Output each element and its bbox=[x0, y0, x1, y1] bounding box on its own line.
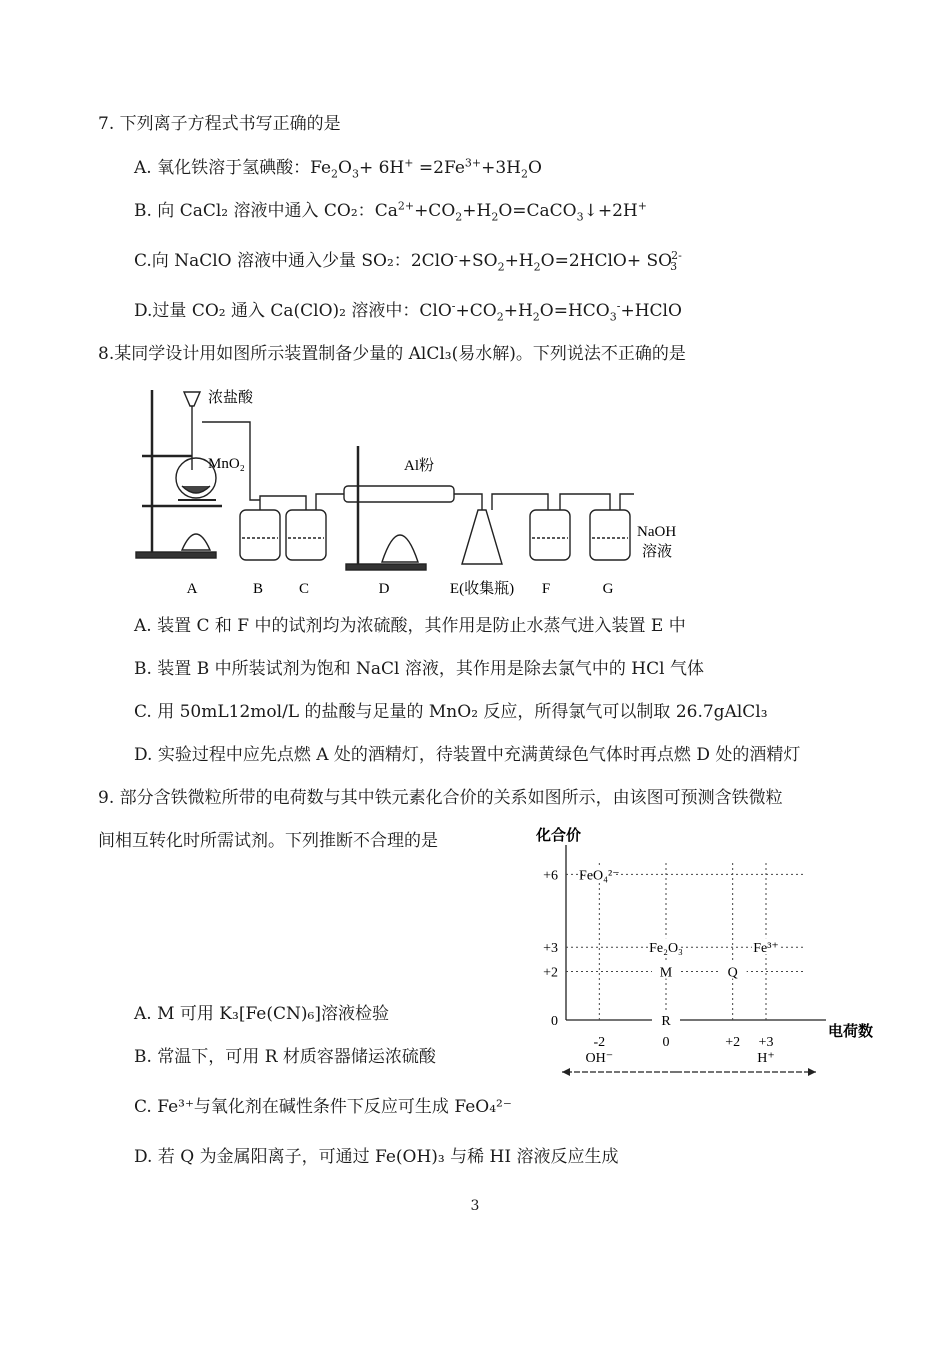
label-al: Al粉 bbox=[404, 458, 435, 474]
arrow-right-head bbox=[808, 1068, 816, 1076]
y-axis-label: 化合价 bbox=[536, 828, 582, 844]
q9-option-c: C. Fe³⁺与氧化剂在碱性条件下反应可生成 FeO₄²⁻ bbox=[134, 1097, 512, 1117]
point-2: Fe³⁺ bbox=[753, 941, 779, 957]
label-e: E(收集瓶) bbox=[449, 581, 515, 597]
label-f: F bbox=[541, 581, 551, 597]
x-tick-label-0: -2 bbox=[593, 1035, 606, 1050]
label-b: B bbox=[252, 581, 264, 597]
y-tick-label-1: +2 bbox=[543, 965, 558, 981]
label-naoh-solution: 溶液 bbox=[642, 544, 673, 560]
q9-option-b: B. 常温下，可用 R 材质容器储运浓硫酸 bbox=[134, 1047, 436, 1067]
stand-base-d bbox=[346, 564, 426, 570]
q9-stem-line1: 9. 部分含铁微粒所带的电荷数与其中铁元素化合价的关系如图所示，由该图可预测含铁微粒 bbox=[98, 788, 783, 808]
q7-option-d-label: D.过量 CO₂ 通入 Ca(ClO)₂ 溶液中： bbox=[134, 301, 420, 321]
q9-option-d: D. 若 Q 为金属阳离子，可通过 Fe(OH)₃ 与稀 HI 溶液反应生成 bbox=[134, 1147, 619, 1167]
burner-d bbox=[382, 535, 418, 562]
q7-option-b: B. 向 CaCl₂ 溶液中通入 CO₂：$Ca^{2+}+CO_2+H_2O=CaCO_3↓+2H^+$ bbox=[134, 199, 647, 224]
bottle-g bbox=[590, 510, 630, 560]
q7-option-c: C.向 NaClO 溶液中通入少量 SO₂：$2ClO^-+SO_2+H_2O=2HClO+ SO_3^{2-}$ bbox=[134, 249, 682, 274]
bottle-f bbox=[530, 510, 570, 560]
y-tick-label-0: 0 bbox=[551, 1014, 558, 1029]
label-d: D bbox=[378, 581, 390, 597]
q7-stem: 7. 下列离子方程式书写正确的是 bbox=[98, 114, 341, 134]
x-axis-label: 电荷数 bbox=[828, 1024, 874, 1040]
q8-option-a: A. 装置 C 和 F 中的试剂均为浓硫酸，其作用是防止水蒸气进入装置 E 中 bbox=[134, 616, 686, 636]
point-3: M bbox=[659, 965, 673, 981]
label-mno2: MnO₂ bbox=[208, 456, 245, 472]
bottle-c bbox=[286, 510, 326, 560]
y-tick-label-2: +3 bbox=[543, 941, 558, 957]
q8-option-c: C. 用 50mL12mol/L 的盐酸与足量的 MnO₂ 反应，所得氯气可以制取 26.7gAlCl₃ bbox=[134, 702, 768, 722]
label-naoh: NaOH bbox=[637, 524, 677, 540]
label-hcl: 浓盐酸 bbox=[208, 390, 254, 406]
burner-a bbox=[182, 534, 210, 550]
valence-charge-chart bbox=[530, 820, 874, 1082]
label-g: G bbox=[602, 581, 614, 597]
q9-stem-line2: 间相互转化时所需试剂。下列推断不合理的是 bbox=[98, 831, 438, 851]
point-0: FeO₄²⁻ bbox=[579, 868, 620, 884]
arrow-right-label: H⁺ bbox=[757, 1051, 775, 1066]
q7-option-c-label: C.向 NaClO 溶液中通入少量 SO₂： bbox=[134, 251, 411, 271]
reaction-tube bbox=[344, 486, 454, 502]
label-a: A bbox=[186, 581, 198, 597]
dropping-funnel bbox=[184, 392, 200, 406]
x-tick-label-3: +3 bbox=[758, 1035, 774, 1050]
q7-option-a-label: A. 氧化铁溶于氢碘酸： bbox=[134, 158, 311, 178]
bottle-b bbox=[240, 510, 280, 560]
page-number: 3 bbox=[470, 1198, 480, 1214]
q8-stem: 8.某同学设计用如图所示装置制备少量的 AlCl₃(易水解)。下列说法不正确的是 bbox=[98, 344, 686, 364]
point-5: R bbox=[661, 1014, 671, 1029]
apparatus-figure bbox=[132, 378, 692, 600]
x-tick-label-2: +2 bbox=[725, 1035, 741, 1050]
y-tick-label-3: +6 bbox=[543, 868, 558, 884]
q8-option-b: B. 装置 B 中所装试剂为饱和 NaCl 溶液，其作用是除去氯气中的 HCl 气体 bbox=[134, 659, 704, 679]
q7-option-a: A. 氧化铁溶于氢碘酸：$Fe_2O_3+ 6H^+ =2Fe^{3+}+3H_2O$ bbox=[134, 156, 542, 181]
collection-flask-e bbox=[462, 510, 502, 564]
label-c: C bbox=[298, 581, 310, 597]
arrow-left-head bbox=[562, 1068, 570, 1076]
stand-base-a bbox=[136, 552, 216, 558]
x-tick-label-1: 0 bbox=[662, 1035, 670, 1050]
arrow-left-label: OH⁻ bbox=[585, 1051, 614, 1066]
q8-option-d: D. 实验过程中应先点燃 A 处的酒精灯，待装置中充满黄绿色气体时再点燃 D 处的酒精灯 bbox=[134, 745, 801, 765]
q9-option-a: A. M 可用 K₃[Fe(CN)₆]溶液检验 bbox=[134, 1004, 389, 1024]
q7-option-d: D.过量 CO₂ 通入 Ca(ClO)₂ 溶液中：$ClO^-+CO_2+H_2O=HCO_3^-+HClO$ bbox=[134, 299, 682, 324]
q7-option-b-label: B. 向 CaCl₂ 溶液中通入 CO₂： bbox=[134, 201, 375, 221]
point-4: Q bbox=[727, 965, 738, 981]
point-1: Fe₂O₃ bbox=[649, 941, 683, 957]
